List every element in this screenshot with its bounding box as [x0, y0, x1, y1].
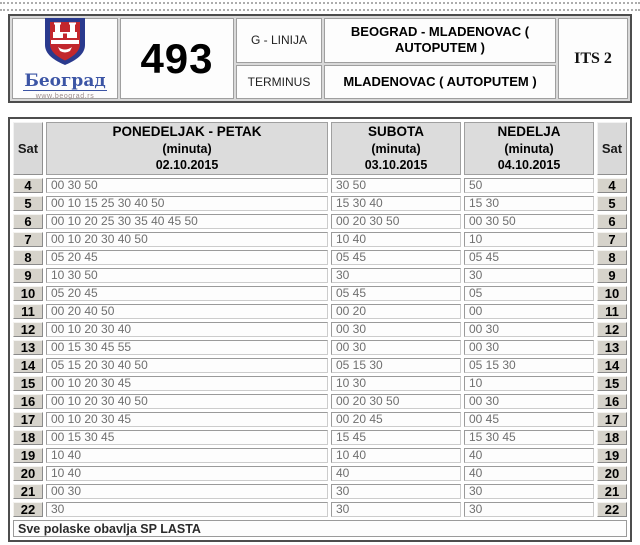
city-website-label: www.beograd.rs	[35, 93, 95, 101]
hour-cell-left: 13	[13, 340, 43, 355]
saturday-unit-label: (minuta)	[371, 142, 421, 157]
weekday-minutes-cell: 00 20 40 50	[46, 304, 328, 319]
hour-cell-left: 9	[13, 268, 43, 283]
hour-cell-left: 18	[13, 430, 43, 445]
saturday-minutes-cell: 15 45	[331, 430, 461, 445]
hour-cell-right: 4	[597, 178, 627, 193]
hour-cell-left: 15	[13, 376, 43, 391]
weekday-minutes-cell: 05 15 20 30 40 50	[46, 358, 328, 373]
sunday-unit-label: (minuta)	[504, 142, 554, 157]
sunday-minutes-cell: 00	[464, 304, 594, 319]
hour-cell-right: 6	[597, 214, 627, 229]
weekday-minutes-cell: 00 10 20 30 40 50	[46, 394, 328, 409]
line-meta-column	[236, 18, 322, 99]
sunday-date: 04.10.2015	[497, 158, 561, 173]
saturday-minutes-cell: 00 30	[331, 322, 461, 337]
sunday-minutes-cell: 40	[464, 466, 594, 481]
weekday-label: PONEDELJAK - PETAK	[112, 124, 262, 140]
weekday-minutes-cell: 30	[46, 502, 328, 517]
saturday-minutes-cell: 30	[331, 484, 461, 499]
saturday-minutes-cell: 05 15 30	[331, 358, 461, 373]
saturday-minutes-cell: 00 20 45	[331, 412, 461, 427]
hour-column-header-left: Sat	[13, 122, 43, 175]
saturday-minutes-cell: 10 40	[331, 232, 461, 247]
sunday-minutes-cell: 30	[464, 268, 594, 283]
sunday-minutes-cell: 00 45	[464, 412, 594, 427]
hour-cell-left: 5	[13, 196, 43, 211]
sunday-minutes-cell: 05 45	[464, 250, 594, 265]
weekday-minutes-cell: 00 30	[46, 484, 328, 499]
terminus-name: MLADENOVAC ( AUTOPUTEM )	[324, 65, 556, 99]
hour-cell-left: 19	[13, 448, 43, 463]
terminus-label: TERMINUS	[236, 65, 322, 99]
timetable-row	[13, 502, 627, 517]
timetable-footer-row	[13, 520, 627, 537]
sunday-minutes-cell: 40	[464, 448, 594, 463]
weekday-minutes-cell: 05 20 45	[46, 286, 328, 301]
saturday-minutes-cell: 40	[331, 466, 461, 481]
timetable-row	[13, 322, 627, 337]
hour-cell-right: 13	[597, 340, 627, 355]
line-type-label: G - LINIJA	[236, 18, 322, 63]
sunday-minutes-cell: 05 15 30	[464, 358, 594, 373]
route-header-block	[8, 14, 632, 103]
sunday-minutes-cell: 15 30 45	[464, 430, 594, 445]
timetable-row	[13, 178, 627, 193]
saturday-minutes-cell: 05 45	[331, 250, 461, 265]
route-name: BEOGRAD - MLADENOVAC ( AUTOPUTEM )	[324, 18, 556, 63]
timetable-row	[13, 250, 627, 265]
hour-cell-left: 4	[13, 178, 43, 193]
route-names-column	[324, 18, 556, 99]
sunday-minutes-cell: 00 30	[464, 322, 594, 337]
hour-cell-left: 20	[13, 466, 43, 481]
sunday-minutes-cell: 15 30	[464, 196, 594, 211]
weekday-minutes-cell: 00 10 20 25 30 35 40 45 50	[46, 214, 328, 229]
weekday-minutes-cell: 10 30 50	[46, 268, 328, 283]
timetable-row	[13, 430, 627, 445]
hour-cell-right: 7	[597, 232, 627, 247]
sunday-column-header	[464, 122, 594, 175]
sunday-minutes-cell: 10	[464, 232, 594, 247]
weekday-minutes-cell: 00 30 50	[46, 178, 328, 193]
hour-cell-right: 22	[597, 502, 627, 517]
saturday-column-header	[331, 122, 461, 175]
sunday-minutes-cell: 05	[464, 286, 594, 301]
hour-cell-right: 12	[597, 322, 627, 337]
saturday-minutes-cell: 00 20 30 50	[331, 214, 461, 229]
hour-cell-right: 18	[597, 430, 627, 445]
saturday-minutes-cell: 10 30	[331, 376, 461, 391]
timetable-row	[13, 448, 627, 463]
weekday-minutes-cell: 10 40	[46, 448, 328, 463]
weekday-column-header	[46, 122, 328, 175]
belgrade-coat-of-arms-icon	[42, 17, 88, 72]
city-logo-wordmark: Београд	[24, 70, 106, 91]
hour-cell-left: 21	[13, 484, 43, 499]
hour-cell-right: 17	[597, 412, 627, 427]
hour-cell-right: 5	[597, 196, 627, 211]
saturday-minutes-cell: 15 30 40	[331, 196, 461, 211]
hour-cell-left: 14	[13, 358, 43, 373]
hour-cell-left: 7	[13, 232, 43, 247]
departure-timetable	[8, 117, 632, 542]
timetable-row	[13, 286, 627, 301]
hour-cell-left: 6	[13, 214, 43, 229]
sunday-minutes-cell: 00 30 50	[464, 214, 594, 229]
operator-note: Sve polaske obavlja SP LASTA	[13, 520, 627, 537]
timetable-row	[13, 304, 627, 319]
hour-cell-left: 10	[13, 286, 43, 301]
timetable-row	[13, 376, 627, 391]
hour-cell-right: 15	[597, 376, 627, 391]
sunday-minutes-cell: 10	[464, 376, 594, 391]
sunday-minutes-cell: 00 30	[464, 340, 594, 355]
hour-cell-left: 8	[13, 250, 43, 265]
saturday-minutes-cell: 10 40	[331, 448, 461, 463]
sunday-minutes-cell: 30	[464, 502, 594, 517]
saturday-label: SUBOTA	[368, 124, 424, 140]
timetable-body	[13, 178, 627, 517]
saturday-minutes-cell: 30 50	[331, 178, 461, 193]
weekday-minutes-cell: 00 10 20 30 45	[46, 412, 328, 427]
timetable-header-row	[13, 122, 627, 175]
hour-cell-right: 20	[597, 466, 627, 481]
saturday-minutes-cell: 30	[331, 502, 461, 517]
weekday-minutes-cell: 00 15 30 45	[46, 430, 328, 445]
sunday-label: NEDELJA	[497, 124, 561, 140]
hour-cell-right: 8	[597, 250, 627, 265]
city-logo	[12, 18, 118, 99]
timetable-row	[13, 466, 627, 481]
saturday-minutes-cell: 00 20	[331, 304, 461, 319]
saturday-minutes-cell: 05 45	[331, 286, 461, 301]
hour-cell-left: 22	[13, 502, 43, 517]
hour-column-header-right: Sat	[597, 122, 627, 175]
saturday-minutes-cell: 00 30	[331, 340, 461, 355]
timetable-row	[13, 358, 627, 373]
timetable-row	[13, 232, 627, 247]
timetable-row	[13, 214, 627, 229]
hour-cell-left: 12	[13, 322, 43, 337]
weekday-minutes-cell: 05 20 45	[46, 250, 328, 265]
timetable-row	[13, 412, 627, 427]
weekday-minutes-cell: 00 15 30 45 55	[46, 340, 328, 355]
hour-cell-right: 21	[597, 484, 627, 499]
hour-cell-left: 16	[13, 394, 43, 409]
hour-cell-left: 17	[13, 412, 43, 427]
hour-cell-right: 10	[597, 286, 627, 301]
hour-cell-right: 9	[597, 268, 627, 283]
timetable-row	[13, 268, 627, 283]
weekday-minutes-cell: 00 10 15 25 30 40 50	[46, 196, 328, 211]
sunday-minutes-cell: 00 30	[464, 394, 594, 409]
hour-cell-right: 11	[597, 304, 627, 319]
timetable-row	[13, 340, 627, 355]
timetable-row	[13, 394, 627, 409]
saturday-date: 03.10.2015	[364, 158, 428, 173]
timetable-row	[13, 196, 627, 211]
hour-cell-right: 14	[597, 358, 627, 373]
weekday-minutes-cell: 10 40	[46, 466, 328, 481]
top-dotted-divider	[0, 2, 640, 11]
hour-cell-left: 11	[13, 304, 43, 319]
timetable-row	[13, 484, 627, 499]
weekday-date: 02.10.2015	[155, 158, 219, 173]
saturday-minutes-cell: 00 20 30 50	[331, 394, 461, 409]
weekday-unit-label: (minuta)	[162, 142, 212, 157]
sunday-minutes-cell: 50	[464, 178, 594, 193]
tariff-system-badge: ITS 2	[558, 18, 628, 99]
hour-cell-right: 19	[597, 448, 627, 463]
sunday-minutes-cell: 30	[464, 484, 594, 499]
line-number: 493	[120, 18, 234, 99]
hour-cell-right: 16	[597, 394, 627, 409]
weekday-minutes-cell: 00 10 20 30 40	[46, 322, 328, 337]
weekday-minutes-cell: 00 10 20 30 45	[46, 376, 328, 391]
weekday-minutes-cell: 00 10 20 30 40 50	[46, 232, 328, 247]
saturday-minutes-cell: 30	[331, 268, 461, 283]
